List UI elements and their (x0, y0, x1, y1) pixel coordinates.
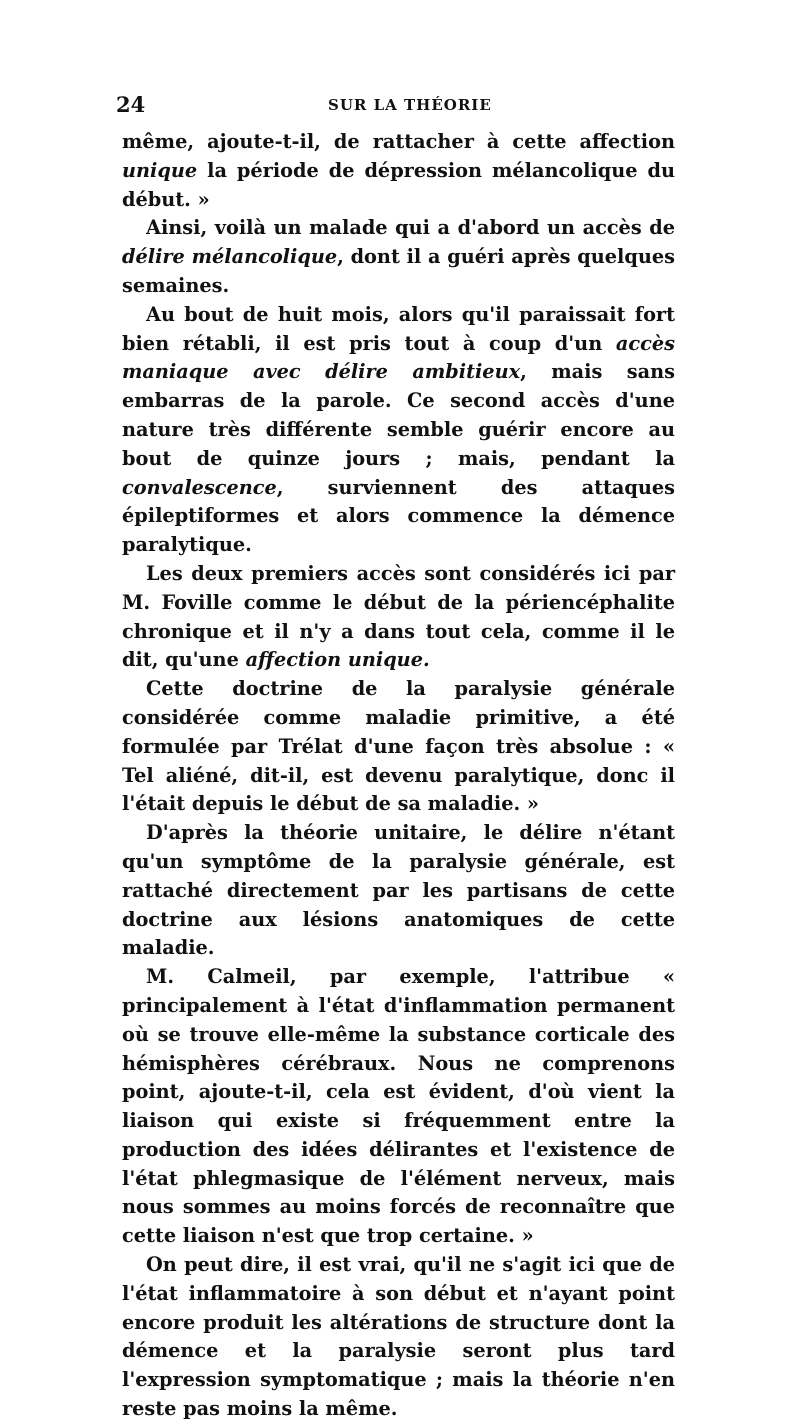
paragraph-7: M. Calmeil, par exemple, l'attribue « principalement à l'état d'inflammation permanent où se trouve elle-même la substance corticale des hémisphères cérébraux. Nous ne comprenons point, ajoute-t-il, cela est évident, d'où vient la liaison qui existe si fréquemment entre la production des idées délirantes et l'existence de l'état phlegmasique de l'élément nerveux, mais nous sommes au moins forcés de reconnaître que cette liaison n'est que trop certaine. » (122, 965, 675, 1248)
page-number: 24 (116, 92, 146, 117)
paragraph-4: Les deux premiers accès sont considérés ici par M. Foville comme le début de la périencéphalite chronique et il n'y a dans tout cela, comme il le dit, qu'une affection unique. (122, 561, 675, 672)
body-text (122, 128, 675, 1424)
running-head (116, 92, 676, 116)
paragraph-2: Ainsi, voilà un malade qui a d'abord un accès de délire mélancolique, dont il a guéri après quelques semaines. (122, 216, 675, 297)
paragraph-6: D'après la théorie unitaire, le délire n'étant qu'un symptôme de la paralysie générale, est rattaché directement par les partisans de cette doctrine aux lésions anatomiques de cette maladie. (122, 821, 675, 960)
running-head-title: SUR LA THÉORIE (328, 96, 492, 114)
paragraph-5: Cette doctrine de la paralysie générale considérée comme maladie primitive, a été formulée par Trélat d'une façon très absolue : « Tel aliéné, dit-il, est devenu paralytique, donc il l'était depuis le début de sa maladie. » (122, 677, 675, 816)
paragraph-8: On peut dire, il est vrai, qu'il ne s'agit ici que de l'état inflammatoire à son début et n'ayant point encore produit les altérations de structure dont la démence et la paralysie seront plus tard l'expression symptomatique ; mais la théorie n'en reste pas moins la même. (122, 1253, 675, 1421)
paragraph-3: Au bout de huit mois, alors qu'il paraissait fort bien rétabli, il est pris tout à coup d'un accès maniaque avec délire ambitieux, mais sans embarras de la parole. Ce second accès d'une nature très différente semble guérir encore au bout de quinze jours ; mais, pendant la convalescence, surviennent des attaques épileptiformes et alors commence la démence paralytique. (122, 302, 675, 557)
paragraph-1: même, ajoute-t-il, de rattacher à cette affection unique la période de dépression mélancolique du début. » (122, 130, 675, 211)
